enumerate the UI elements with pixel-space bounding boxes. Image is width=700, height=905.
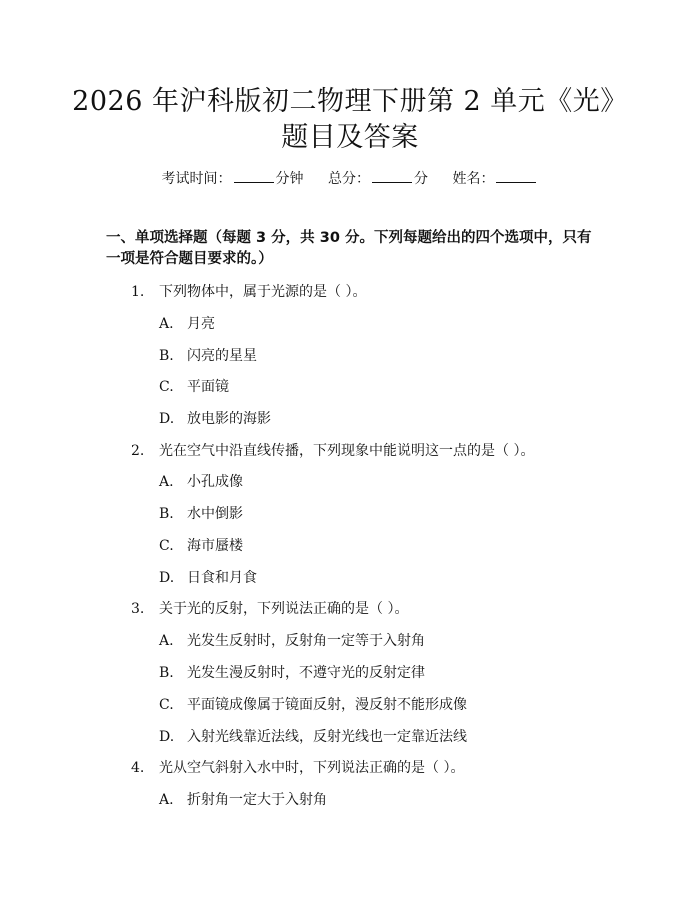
total-score-label: 总分： [328, 171, 370, 187]
section-heading: 一、单项选择题（每题 3 分，共 30 分。下列每题给出的四个选项中，只有一项是符合题目要求的。） [106, 230, 592, 267]
exam-meta [0, 168, 700, 189]
exam-time-blank [234, 168, 274, 183]
total-score-unit: 分 [414, 171, 428, 187]
option-letter: A. [159, 474, 174, 490]
question-3 [131, 599, 408, 619]
exam-time-label: 考试时间： [161, 171, 232, 187]
option-2c [159, 536, 243, 556]
option-text: 水中倒影 [187, 506, 243, 522]
question-number: 4. [131, 760, 145, 776]
option-3a [159, 631, 425, 651]
total-score [328, 168, 428, 189]
question-number: 1. [131, 284, 145, 300]
option-text: 闪亮的星星 [187, 348, 257, 364]
option-2a [159, 472, 243, 492]
option-text: 海市蜃楼 [187, 538, 243, 554]
option-1a [159, 314, 215, 334]
option-text: 折射角一定大于入射角 [187, 792, 327, 808]
option-letter: B. [159, 506, 174, 522]
option-text: 光发生漫反射时，不遵守光的反射定律 [187, 665, 425, 681]
question-2 [131, 441, 534, 461]
option-2b [159, 504, 243, 524]
option-text: 放电影的海影 [187, 411, 271, 427]
option-letter: D. [159, 729, 175, 745]
exam-time [162, 168, 304, 189]
option-letter: A. [159, 633, 174, 649]
student-name [452, 168, 538, 189]
option-letter: D. [159, 570, 175, 586]
question-1 [131, 282, 366, 302]
option-3b [159, 663, 425, 683]
question-text: 关于光的反射，下列说法正确的是（ ）。 [159, 601, 409, 617]
question-4 [131, 758, 464, 778]
exam-time-unit: 分钟 [275, 171, 304, 187]
option-text: 小孔成像 [187, 474, 243, 490]
option-letter: B. [159, 348, 174, 364]
option-text: 平面镜 [187, 379, 229, 395]
total-score-blank [372, 168, 412, 183]
option-letter: A. [159, 316, 174, 332]
option-letter: C. [159, 538, 174, 554]
student-name-label: 姓名： [452, 171, 495, 187]
option-letter: D. [159, 411, 175, 427]
question-text: 下列物体中，属于光源的是（ ）。 [159, 284, 367, 300]
option-letter: C. [159, 379, 174, 395]
option-text: 日食和月食 [187, 570, 257, 586]
option-3c [159, 695, 467, 715]
page-title: 2026 年沪科版初二物理下册第 2 单元《光》 [72, 86, 628, 117]
question-text: 光在空气中沿直线传播，下列现象中能说明这一点的是（ ）。 [159, 443, 535, 459]
question-number: 2. [131, 443, 145, 459]
option-text: 平面镜成像属于镜面反射，漫反射不能形成像 [187, 697, 467, 713]
option-1c [159, 377, 229, 397]
option-letter: C. [159, 697, 174, 713]
option-text: 月亮 [187, 316, 215, 332]
option-2d [159, 568, 257, 588]
student-name-blank [496, 168, 536, 183]
option-1b [159, 346, 257, 366]
option-4a [159, 790, 327, 810]
option-text: 入射光线靠近法线，反射光线也一定靠近法线 [187, 729, 467, 745]
option-text: 光发生反射时，反射角一定等于入射角 [187, 633, 425, 649]
option-letter: A. [159, 792, 174, 808]
option-3d [159, 727, 467, 747]
option-1d [159, 409, 271, 429]
page-subtitle: 题目及答案 [281, 122, 419, 153]
question-number: 3. [131, 601, 145, 617]
option-letter: B. [159, 665, 174, 681]
question-text: 光从空气斜射入水中时，下列说法正确的是（ ）。 [159, 760, 465, 776]
